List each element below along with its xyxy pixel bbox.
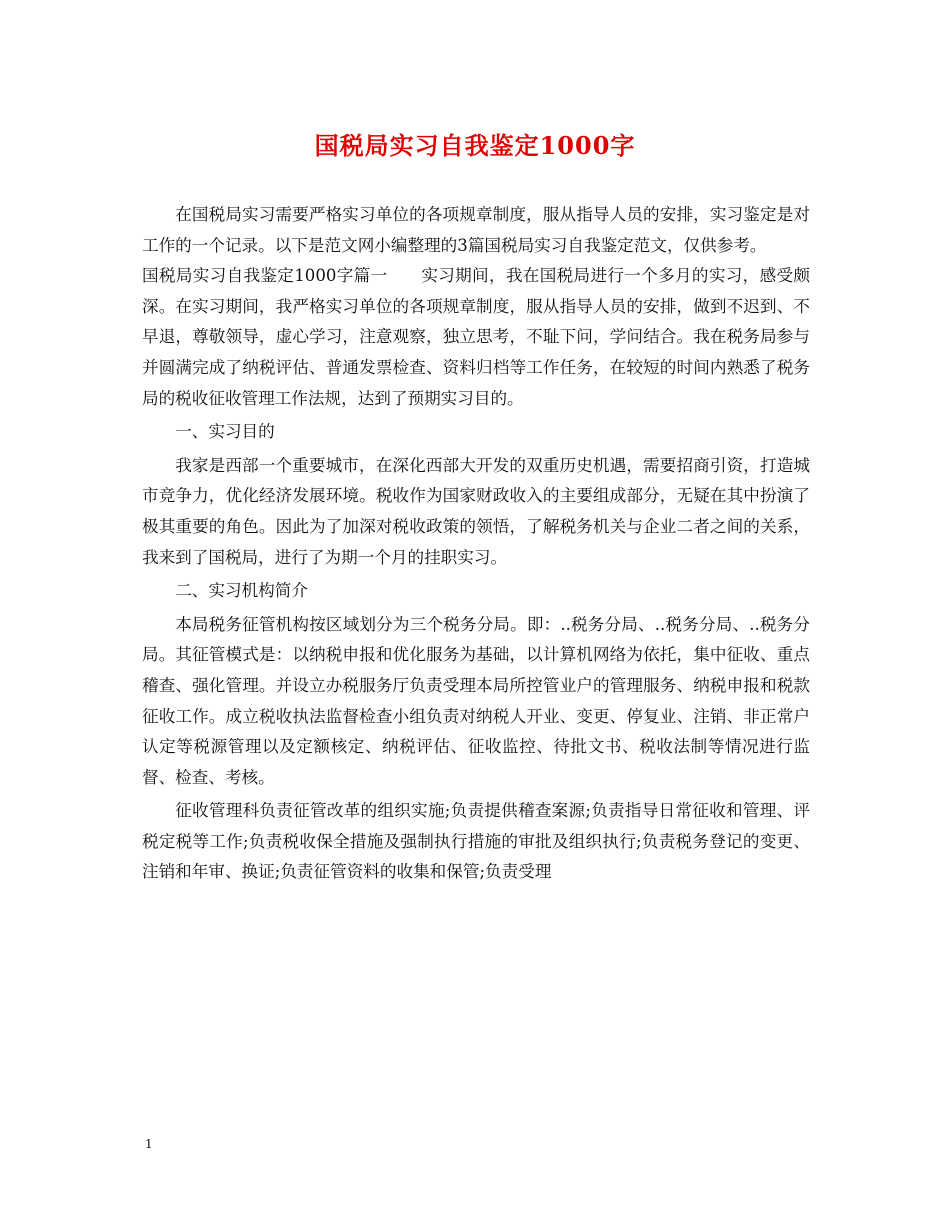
document-title: 国税局实习自我鉴定1000字 <box>314 131 636 160</box>
document-body <box>142 200 810 888</box>
section-heading-organization: 二、实习机构简介 <box>175 581 308 601</box>
paragraph-purpose: 我家是西部一个重要城市，在深化西部大开发的双重历史机遇，需要招商引资，打造城市竞争力，优化经济发展环境。税收作为国家财政收入的主要组成部分，无疑在其中扮演了极其重要的角色。因此为了加深对税收政策的领悟，了解税务机关与企业二者之间的关系，我来到了国税局，进行了为期一个月的挂职实习。 <box>142 455 810 567</box>
paragraph-organization: 本局税务征管机构按区域划分为三个税务分局。即：..税务分局、..税务分局、..税务分局。其征管模式是：以纳税申报和优化服务为基础，以计算机网络为依托，集中征收、重点稽查、强化管理。并设立办税服务厅负责受理本局所控管业户的管理服务、纳税申报和税款征收工作。成立税收执法监督检查小组负责对纳税人开业、变更、停复业、注销、非正常户认定等税源管理以及定额核定、纳税评估、征收监控、待批文书、税收法制等情况进行监督、检查、考核。 <box>142 614 810 787</box>
paragraph-management-section: 征收管理科负责征管改革的组织实施;负责提供稽查案源;负责指导日常征收和管理、评税定税等工作;负责税收保全措施及强制执行措施的审批及组织执行;负责税务登记的变更、注销和年审、换证;负责征管资料的收集和保管;负责受理 <box>142 801 810 882</box>
section-heading-purpose: 一、实习目的 <box>175 422 275 442</box>
paragraph-intro: 在国税局实习需要严格实习单位的各项规章制度，服从指导人员的安排，实习鉴定是对工作的一个记录。以下是范文网小编整理的3篇国税局实习自我鉴定范文，仅供参考。 <box>142 205 810 255</box>
paragraph-essay-one: 国税局实习自我鉴定1000字篇一 实习期间，我在国税局进行一个多月的实习，感受颇深。在实习期间，我严格实习单位的各项规章制度，服从指导人员的安排，做到不迟到、不早退，尊敬领导，虚心学习，注意观察，独立思考，不耻下问，学问结合。我在税务局参与并圆满完成了纳税评估、普通发票检查、资料归档等工作任务，在较短的时间内熟悉了税务局的税收征收管理工作法规，达到了预期实习目的。 <box>142 266 810 408</box>
page-number: 1 <box>145 1137 153 1151</box>
